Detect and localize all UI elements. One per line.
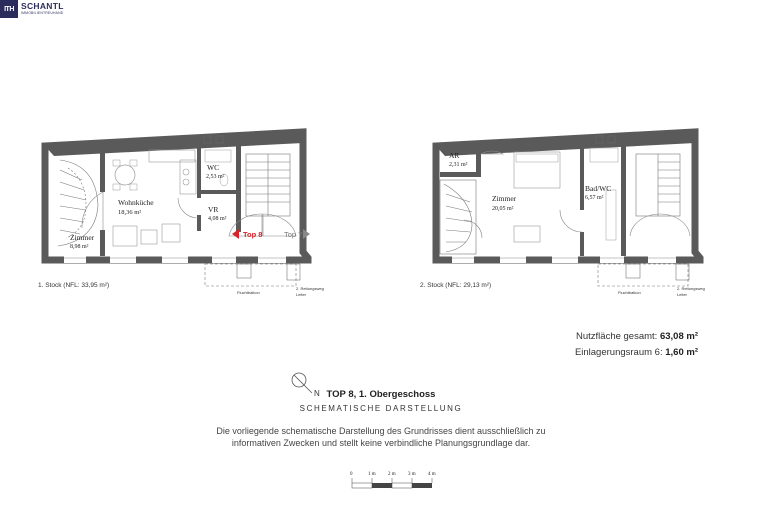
logo-subtitle: IMMOBILIENTREUHAND: [21, 11, 64, 15]
floor1-plan: [45, 132, 310, 286]
floor2-note-rettungsweg: 2. Rettungsweg: [677, 286, 705, 291]
room-label-wohnkueche: Wohnküche: [118, 198, 154, 207]
floor1-note-leiter: Leiter: [296, 292, 307, 297]
total-area: [576, 331, 698, 342]
scale-bar: [352, 478, 432, 488]
room-label-zimmer: Zimmer: [70, 233, 95, 242]
room-area-wohnkueche: 18,36 m²: [118, 209, 142, 216]
disclaimer-line-2: informativen Zwecken und stellt keine verbindliche Planungsgrundlage dar.: [231, 438, 531, 448]
floor2-plan: [436, 132, 700, 286]
floor2-note-fluchtbalkon: Fluchtbalkon: [618, 290, 641, 295]
total-area-value: 63,08 m²: [659, 331, 698, 342]
door-arrow-active: [232, 229, 239, 239]
room-label-wc: WC: [207, 163, 220, 172]
scale-label-3: 3 m: [408, 472, 416, 477]
page-title: TOP 8, 1. Obergeschoss: [326, 389, 436, 400]
room-area-vr: 4,08 m²: [208, 216, 227, 222]
room-label-zimmer-2: Zimmer: [492, 194, 517, 203]
disclaimer: [0, 425, 766, 449]
storage-area: [575, 347, 698, 358]
door-label-top7[interactable]: Top 7: [284, 230, 303, 239]
disclaimer-line-1: Die vorliegende schematische Darstellung des Grundrisses dient ausschließlich zu: [216, 426, 546, 436]
room-label-bad: Bad/WC: [585, 184, 612, 193]
scale-label-0: 0: [350, 472, 353, 477]
storage-area-value: 1,60 m²: [665, 347, 698, 358]
room-area-bad: 6,57 m²: [585, 195, 604, 201]
room-area-wc: 2,53 m²: [206, 174, 225, 180]
room-area-zimmer: 8,98 m²: [70, 244, 89, 250]
floor1-caption: 1. Stock (NFL: 33,95 m²): [38, 282, 110, 289]
scale-label-2: 2 m: [388, 472, 396, 477]
compass-label: N: [314, 389, 320, 398]
scale-label-1: 1 m: [368, 472, 376, 477]
room-area-zimmer-2: 20,05 m²: [492, 206, 514, 212]
scale-label-4: 4 m: [428, 472, 436, 477]
room-label-vr: VR: [208, 205, 219, 214]
door-label-top8[interactable]: Top 8: [243, 230, 263, 239]
floor1-note-fluchtbalkon: Fluchtbalkon: [237, 290, 260, 295]
floor2-caption: 2. Stock (NFL: 29,13 m²): [420, 282, 492, 289]
floor1-note-rettungsweg: 2. Rettungsweg: [296, 286, 324, 291]
storage-area-label: Einlagerungsraum 6:: [574, 347, 663, 358]
room-area-ar: 2,31 m²: [449, 162, 468, 168]
logo-brand: SCHANTL: [21, 1, 64, 11]
room-label-ar: AR: [449, 151, 460, 160]
total-area-label: Nutzfläche gesamt:: [576, 331, 658, 342]
page-subtitle: SCHEMATISCHE DARSTELLUNG: [299, 404, 463, 413]
logo-mark: ITH: [0, 0, 18, 18]
floor2-note-leiter: Leiter: [677, 292, 688, 297]
